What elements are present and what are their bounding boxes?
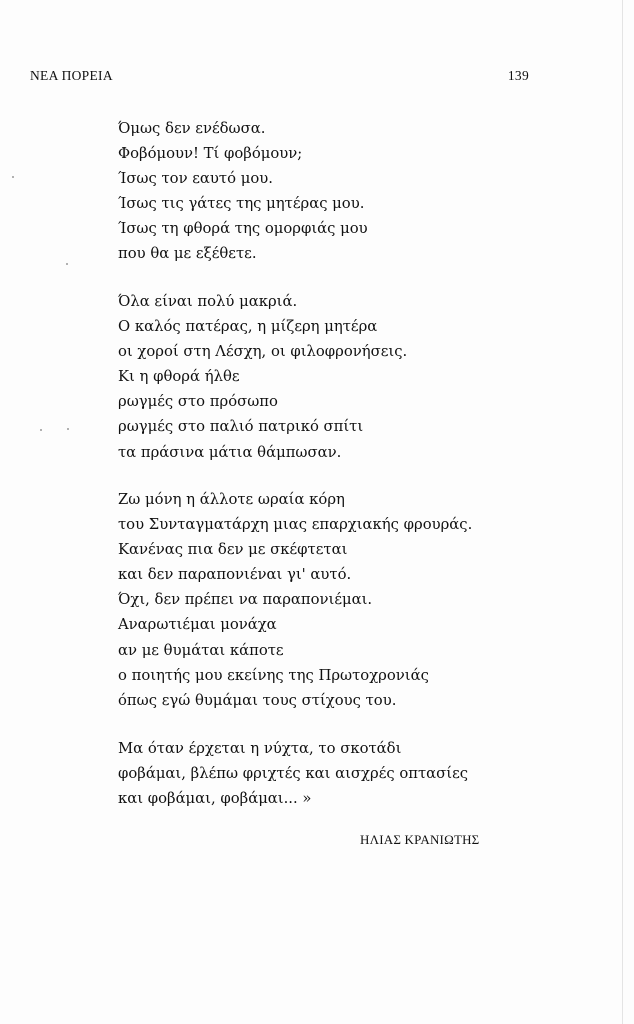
scan-speck — [12, 176, 14, 178]
verse-line: Κανένας πια δεν με σκέφτεται — [118, 541, 348, 559]
verse-line: Μα όταν έρχεται η νύχτα, το σκοτάδι — [118, 740, 402, 757]
running-header — [30, 68, 529, 84]
verse-line: οι χοροί στη Λέσχη, οι φιλοφρονήσεις. — [118, 343, 408, 361]
scan-speck — [67, 428, 69, 430]
verse-line: του Συνταγματάρχη μιας επαρχιακής φρουράς. — [118, 516, 473, 534]
stanza-2 — [118, 289, 407, 465]
scan-speck — [66, 263, 68, 265]
verse-line: και φοβάμαι, φοβάμαι... » — [118, 790, 312, 808]
verse-line: Κι η φθορά ήλθε — [118, 368, 240, 386]
stanza-3 — [118, 487, 472, 713]
verse-line: που θα με εξέθετε. — [118, 245, 257, 263]
verse-line: Ίσως τις γάτες της μητέρας μου. — [118, 195, 365, 213]
stanza-1 — [118, 116, 368, 267]
verse-line: Όλα είναι πολύ μακριά. — [118, 293, 298, 310]
verse-line: όπως εγώ θυμάμαι τους στίχους του. — [118, 691, 397, 709]
scan-speck — [40, 429, 42, 431]
verse-line: αν με θυμάται κάποτε — [118, 641, 284, 659]
verse-line: ρωγμές στο πρόσωπο — [118, 393, 278, 411]
verse-line: φοβάμαι, βλέπω φριχτές και αισχρές οπτασίες — [118, 765, 469, 783]
verse-line: Ο καλός πατέρας, η μίζερη μητέρα — [118, 318, 378, 336]
verse-line: Ίσως τον εαυτό μου. — [118, 170, 273, 188]
verse-line: Αναρωτιέμαι μονάχα — [118, 616, 277, 634]
verse-line: Ίσως τη φθορά της ομορφιάς μου — [118, 220, 368, 238]
author-signature: ΗΛΙΑΣ ΚΡΑΝΙΩΤΗΣ — [360, 832, 480, 847]
verse-line: και δεν παραπονιέναι γι' αυτό. — [118, 566, 352, 584]
journal-title: ΝΕΑ ΠΟΡΕΙΑ — [30, 68, 113, 83]
verse-line: ο ποιητής μου εκείνης της Πρωτοχρονιάς — [118, 666, 429, 684]
verse-line: Όχι, δεν πρέπει να παραπονιέμαι. — [118, 591, 373, 609]
verse-line: τα πράσινα μάτια θάμπωσαν. — [118, 443, 342, 461]
page-number: 139 — [507, 68, 529, 83]
verse-line: Όμως δεν ενέδωσα. — [118, 120, 266, 137]
verse-line: ρωγμές στο παλιό πατρικό σπίτι — [118, 418, 364, 436]
stanza-4 — [118, 736, 468, 811]
verse-line: Φοβόμουν! Τί φοβόμουν; — [118, 145, 303, 163]
verse-line: Ζω μόνη η άλλοτε ωραία κόρη — [118, 491, 345, 508]
